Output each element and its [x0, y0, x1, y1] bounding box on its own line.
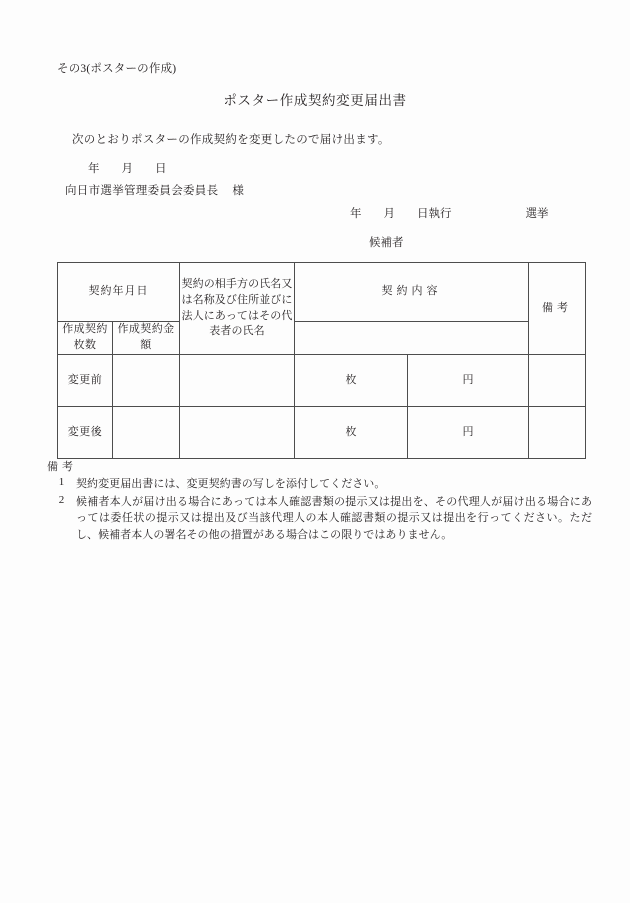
addressee-honorific: 様	[232, 185, 245, 197]
cell-notes-before[interactable]	[529, 355, 586, 407]
list-item	[47, 476, 592, 493]
remark-number: 1	[58, 476, 65, 488]
remark-text: 候補者本人が届け出る場合にあっては本人確認書類の提示又は提出を、その代理人が届け出る場合にあっては委任状の提示又は提出及び当該代理人の本人確認書類の提示又は提出を行ってください。ただし、候補者本人の署名その他の措置がある場合はこの限りではありません。	[76, 495, 592, 542]
document-kind-label: その3(ポスターの作成)	[57, 63, 177, 75]
election-month: 月	[383, 208, 395, 220]
header-contract-date: 契約年月日	[58, 263, 180, 322]
table-row	[58, 355, 586, 407]
table-header-row-secondary	[58, 322, 586, 355]
remarks-section	[47, 458, 592, 544]
header-amount: 作成契約金額	[113, 322, 180, 355]
election-year: 年	[350, 208, 362, 220]
cell-sheets-before[interactable]: 枚	[295, 355, 408, 407]
cell-amount-before[interactable]: 円	[408, 355, 529, 407]
submission-date-blank	[88, 160, 167, 176]
date-blank-year: 年	[88, 163, 100, 175]
contract-change-table	[57, 262, 586, 459]
cell-notes-after[interactable]	[529, 407, 586, 459]
election-day-exec: 日執行	[417, 208, 452, 220]
header-contract-content: 契約内容	[295, 263, 529, 322]
header-counterparty: 契約の相手方の氏名又は名称及び住所並びに法人にあってはその代表者の氏名	[180, 263, 295, 355]
table-header-row-primary	[58, 263, 586, 322]
remark-text: 契約変更届出書には、変更契約書の写しを添付してください。	[76, 478, 386, 490]
cell-date-after[interactable]	[113, 407, 180, 459]
date-blank-month: 月	[121, 163, 133, 175]
election-name: 選挙	[525, 208, 549, 220]
header-notes: 備考	[529, 263, 586, 355]
cell-amount-after[interactable]: 円	[408, 407, 529, 459]
lead-paragraph: 次のとおりポスターの作成契約を変更したので届け出ます。	[72, 134, 390, 146]
date-blank-day: 日	[155, 163, 167, 175]
cell-date-before[interactable]	[113, 355, 180, 407]
row-label-after: 変更後	[58, 407, 113, 459]
document-title: ポスター作成契約変更届出書	[223, 93, 407, 108]
row-label-before: 変更前	[58, 355, 113, 407]
cell-counterparty-after[interactable]	[180, 407, 295, 459]
election-date-line	[350, 205, 549, 221]
cell-counterparty-before[interactable]	[180, 355, 295, 407]
candidate-label: 候補者	[369, 237, 404, 249]
addressee-name: 向日市選挙管理委員会委員長	[65, 185, 219, 197]
header-sheets: 作成契約枚数	[58, 322, 113, 355]
remark-number: 2	[58, 493, 65, 506]
list-item	[47, 494, 592, 544]
table-row	[58, 407, 586, 459]
addressee-line	[65, 182, 244, 198]
remarks-heading: 備考	[47, 461, 77, 473]
cell-sheets-after[interactable]: 枚	[295, 407, 408, 459]
